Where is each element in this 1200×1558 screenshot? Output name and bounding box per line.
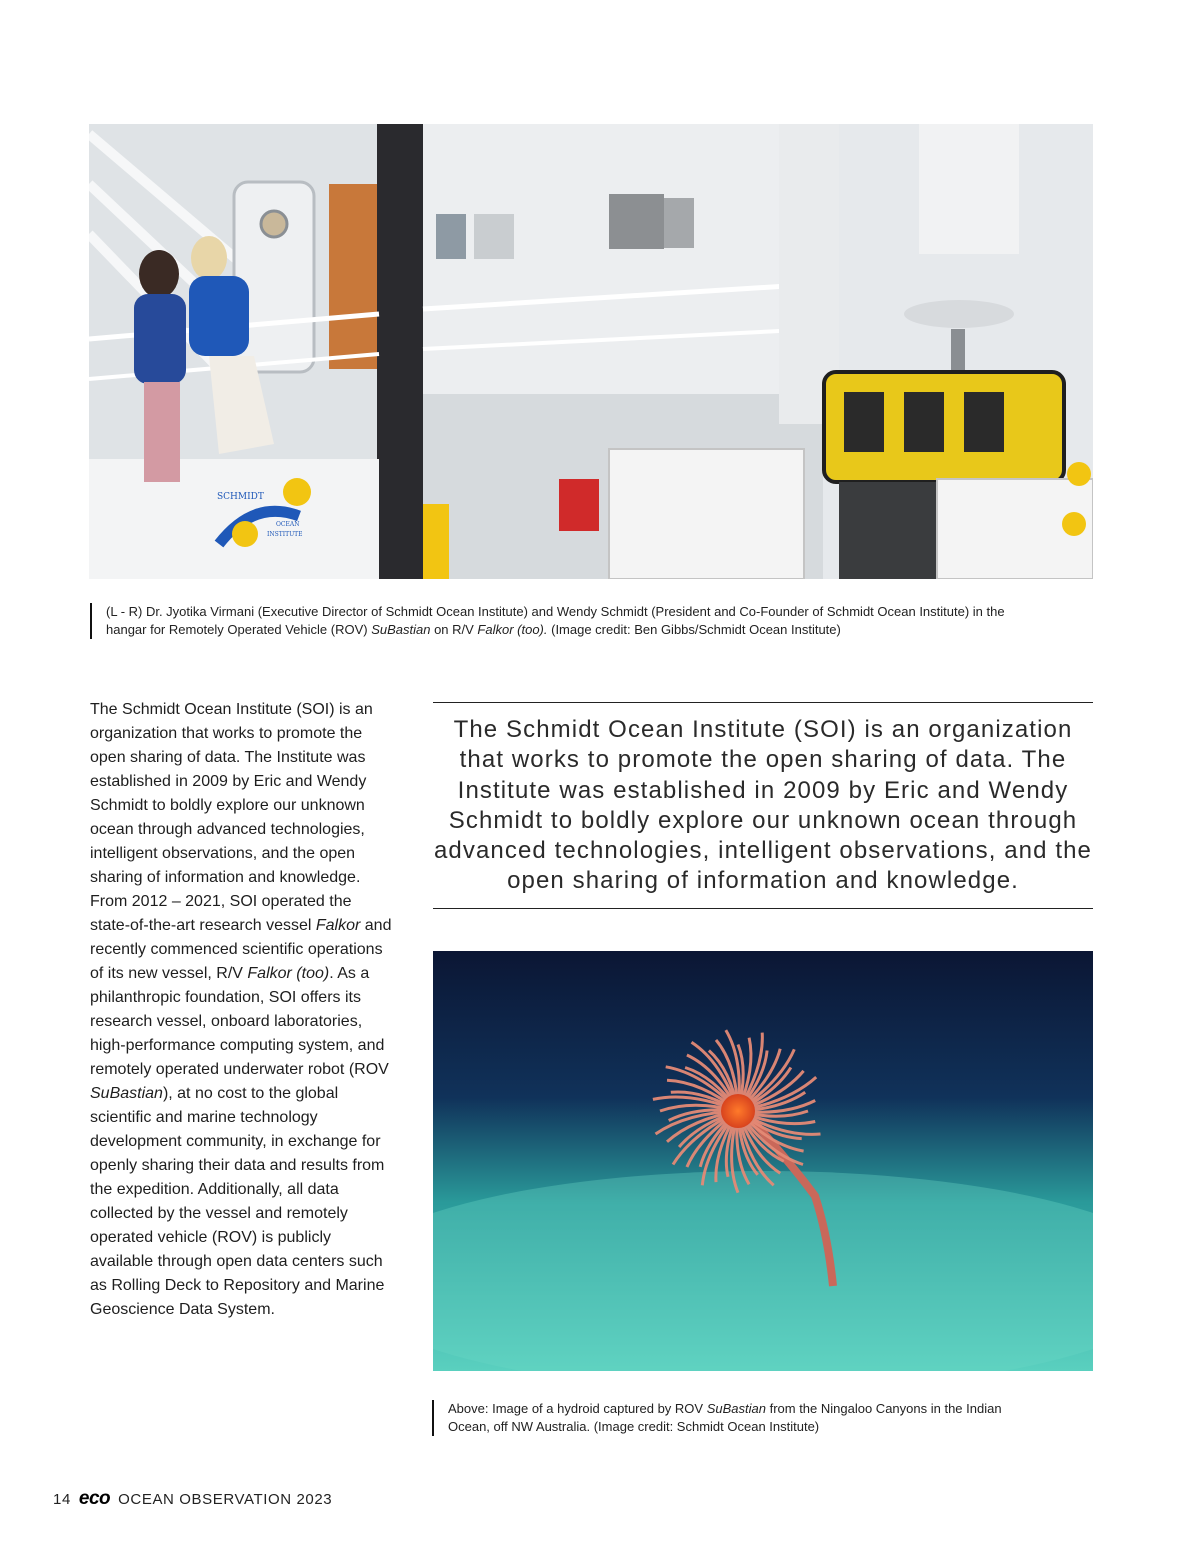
ship-hangar-illustration [89,124,1093,579]
caption-italic-vessel: Falkor (too). [477,622,548,637]
hydroid-photo [433,951,1093,1371]
body-text-segment: and recently commenced scientific operations of its new vessel, R/V [90,917,392,982]
rov-name-subastian: SuBastian [90,1085,163,1102]
vessel-name-falkor: Falkor [315,917,361,934]
hangar-photo-caption [90,603,1046,639]
ocean-logo-text: OCEAN [276,521,300,528]
caption-text: (L - R) Dr. Jyotika Virmani (Executive Director of Schmidt Ocean Institute) and Wendy Schmidt (President and Co-Founder of Schmidt Ocean Institute) in the hangar for Remotely Operated Vehicle (ROV) [106,604,1005,637]
schmidt-logo-text: SCHMIDT [217,492,264,502]
hydroid-photo-caption [432,1400,1008,1436]
caption-text: Above: Image of a hydroid captured by ROV [448,1401,707,1416]
caption-text: on R/V [430,622,478,637]
institute-logo-text: INSTITUTE [267,531,303,538]
caption-italic-rov: SuBastian [706,1401,766,1416]
caption-credit: (Image credit: Ben Gibbs/Schmidt Ocean Institute) [547,622,841,637]
caption-text: from the Ningaloo Canyons in the Indian Ocean, off NW Australia. (Image credit: Schmidt Ocean Institute) [448,1401,1002,1434]
caption-italic-rov: SuBastian [371,622,431,637]
hangar-photo [89,124,1093,579]
vessel-name-falkor-too: Falkor (too) [247,965,330,982]
body-paragraph [90,698,395,1322]
eco-logo: eco [78,1488,111,1509]
body-text-segment: ), at no cost to the global scientific and marine technology development community, in exchange for openly sharing their data and results from the expedition. Additionally, all data collected by the vessel and remotely operated vehicle (ROV) is publicly available through open data centers such as Rolling Deck to Repository and Marine Geoscience Data System. [90,1085,385,1318]
pull-quote: The Schmidt Ocean Institute (SOI) is an organization that works to promote the open sharing of data. The Institute was established in 2009 by Eric and Wendy Schmidt to boldly explore our unknown ocean through advanced technologies, intelligent observations, and the open sharing of information and knowledge. [433,702,1093,909]
page-footer [53,1488,332,1510]
hydroid-underwater-illustration [433,951,1093,1371]
publication-title: OCEAN OBSERVATION 2023 [118,1491,333,1508]
body-text-segment: The Schmidt Ocean Institute (SOI) is an organization that works to promote the open sharing of data. The Institute was established in 2009 by Eric and Wendy Schmidt to boldly explore our unknown ocean through advanced technologies, intelligent observations, and the open sharing of information and knowledge. From 2012 – 2021, SOI operated the state-of-the-art research vessel [90,701,373,934]
body-text-segment: . As a philanthropic foundation, SOI offers its research vessel, onboard laboratories, high-performance computing system, and remotely operated underwater robot (ROV [90,965,389,1078]
page-number: 14 [53,1491,71,1508]
